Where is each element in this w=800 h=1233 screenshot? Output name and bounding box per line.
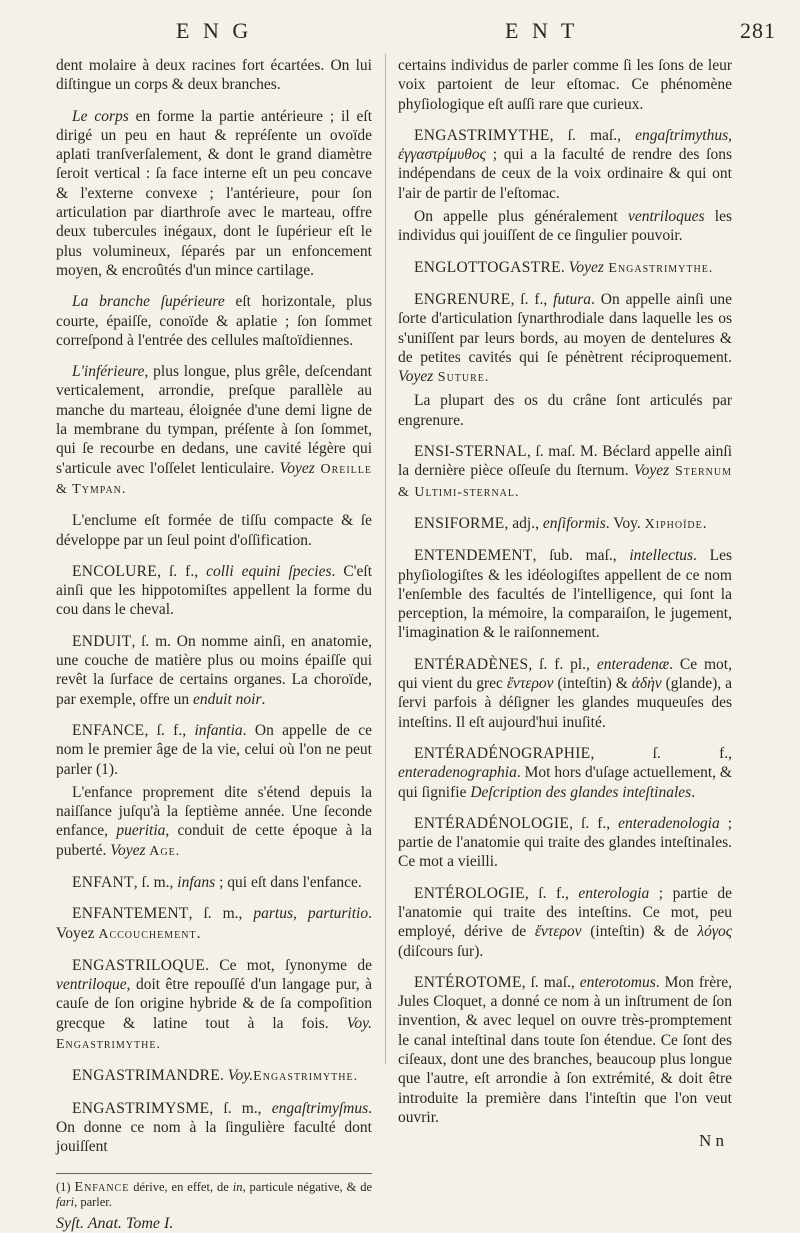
entry-engrenure: ENGRENURE, ſ. f., futura. On appelle ainſi une ſorte d'articulation ſynarthrodiale dans laquelle les os s'uniſſent par leurs bords, au moyen de dentelures & de petites cavités qui ſe pénètrent réciproquement. Voyez Suture. (398, 290, 733, 386)
footnote: (1) Enfance dérive, en effet, de in, particule négative, & de fari, parler. (56, 1179, 373, 1209)
entry-englottogastre: ENGLOTTOGASTRE. Voyez Engastrimythe. (414, 258, 714, 276)
entry-engastrimandre: ENGASTRIMANDRE. Voy.Engastrimythe. (72, 1067, 359, 1085)
entry-engastrimythe: ENGASTRIMYTHE, ſ. maſ., engaſtrimythus, ἐγγαστρίμυθος ; qui a la faculté de rendre des ſons indépendans de ceux de la voix ordinaire & qui ont l'air de partir de l'eſtomac. (398, 126, 732, 202)
footnote-rule (56, 1173, 372, 1174)
entry-engastrimythe-cont: On appelle plus généralement ventriloques les individus qui jouiſſent de ce ſingulier pouvoir. (398, 208, 733, 245)
page-number: 281 (740, 18, 776, 43)
entry-encolure: ENCOLURE, ſ. f., colli equini ſpecies. C'eſt ainſi que les hippotomiſtes appellent la forme du cou dans le cheval. (56, 562, 373, 619)
entry-enfantement: ENFANTEMENT, ſ. m., partus, parturitio. Voyez Accouchement. (56, 905, 372, 942)
entry-enfance: ENFANCE, ſ. f., infantia. On appelle de ce nom le premier âge de la vie, celui où l'on ne peut parler (1). (56, 721, 372, 778)
header-center: E N T (505, 18, 579, 43)
paragraph-enclume: L'enclume eſt formée de tiſſu compacte & ſe développe par un ſeul point d'oſſification. (56, 512, 372, 549)
entry-enteradenologie: ENTÉRADÉNOLOGIE, ſ. f., enteradenologia ; partie de l'anatomie qui traite des glandes inteſtinales. Ce mot a vieilli. (398, 814, 732, 871)
entry-enfant: ENFANT, ſ. m., infans ; qui eſt dans l'enfance. (72, 873, 362, 891)
header-left: E N G (176, 18, 253, 43)
entry-enduit: ENDUIT, ſ. m. On nomme ainſi, en anatomie, une couche de matière plus ou moins épaiſſe qui revêt la ſurface de certains organes. La choroïde, par exemple, offre un enduit noir. (56, 632, 372, 708)
entry-enterotome: ENTÉROTOME, ſ. maſ., enterotomus. Mon frère, Jules Cloquet, a donné ce nom à un inſtrument de ſon invention, & avec lequel on ouvre très-promptement le canal inteſtinal dans toute ſon étendue. Ce ſont des ciſeaux, dont une des branches, beaucoup plus longue que l'autre, eſt arrondie à ſon extrémité, & doit être introduite la première dans l'inteſtin que l'on veut ouvrir. (398, 973, 732, 1126)
entry-engastriloque: ENGASTRILOQUE. Ce mot, ſynonyme de ventriloque, doit être repouſſé d'un langage pur, à cauſe de ſon origine hybride & de ſa compoſition grecque & latine tout à la fois. Voy. Engastrimythe. (56, 956, 372, 1053)
paragraph-branche-superieure: La branche ſupérieure eſt horizontale, plus courte, épaiſſe, conoïde & aplatie ; ſon ſommet correſpond à l'entrée des cellules maſtoïdiennes. (56, 293, 372, 349)
paragraph-inferieure: L'inférieure, plus longue, plus grêle, deſcendant verticalement, arrondie, preſque parallèle au manche du marteau, éloignée d'une demi ligne de la membrane du tympan, préſente à ſon ſommet, qui ſe recourbe en dedans, une cavité légère qui s'articule avec l'oſſelet lenticulaire. Voyez Oreille & Tympan. (56, 363, 373, 497)
signature-mark-line (398, 1131, 732, 1151)
entry-enfance-cont: L'enfance proprement dite s'étend depuis la naiſſance juſqu'à la ſeptième année. Une ſeconde enfance, pueritia, conduit de cette époque à la puberté. Voyez Age. (56, 783, 372, 859)
entry-enteradenographie: ENTÉRADÉNOGRAPHIE, ſ. f., enteradenographia. Mot hors d'uſage actuellement, & qui ſignifie Deſcription des glandes inteſtinales. (398, 744, 732, 801)
entry-engastrimysme: ENGASTRIMYSME, ſ. m., engaſtrimyſmus. On donne ce nom à la ſingulière faculté dont jouiſſent (56, 1099, 372, 1156)
column-divider (385, 54, 386, 1064)
entry-ensiforme: ENSIFORME, adj., enſiformis. Voy. Xiphoïde. (414, 514, 707, 532)
right-column (398, 56, 732, 1151)
signature-line: Syſt. Anat. Tome I. (56, 1214, 174, 1232)
left-column (56, 56, 372, 1233)
entry-enteradenes: ENTÉRADÈNES, ſ. f. pl., enteradenæ. Ce mot, qui vient du grec ἔντερον (inteſtin) & ἀδὴν (glande), a ſervi parfois à déſigner les glandes muqueuſes des inteſtins. Il eſt aujourd'hui inuſité. (398, 655, 732, 731)
entry-ensisternal: ENSI-STERNAL, ſ. maſ. M. Béclard appelle ainſi la dernière pièce oſſeuſe du ſternum. Voyez Sternum & Ultimi-sternal. (398, 443, 732, 500)
entry-enterologie: ENTÉROLOGIE, ſ. f., enterologia ; partie de l'anatomie qui traite des inteſtins. Ce mot, peu employé, dérive de ἔντερον (inteſtin) & de λόγος (diſcours ſur). (398, 884, 733, 960)
paragraph-corps: Le corps en forme la partie antérieure ; il eſt dirigé un peu en haut & repréſente un ovoïde aplati tranſverſalement, & dont le grand diamètre ſeroit vertical : ſa face interne eſt un peu concave & l'externe convexe ; l'antérieure, pour ſon articulation par diarthroſe avec le marteau, offre deux tubercules inégaux, dont le ſupérieur eſt le plus volumineux, ſéparés par un enfoncement moyen, & encroûtés d'un mince cartilage. (56, 107, 372, 279)
running-header (0, 18, 800, 48)
signature-mark: N n (698, 1131, 724, 1151)
entry-continuation: dent molaire à deux racines fort écartées. On lui diſtingue un corps & deux branches. (56, 57, 372, 94)
entry-engastrimysme-cont: certains individus de parler comme ſi les ſons de leur voix partoient de leur eſtomac. Ce phénomène phyſiologique eſt auſſi rare que curieux. (398, 57, 732, 113)
entry-engrenure-cont: La plupart des os du crâne ſont articulés par engrenure. (398, 392, 732, 429)
entry-entendement: ENTENDEMENT, ſub. maſ., intellectus. Les phyſiologiſtes & les idéologiſtes appellent de ce nom l'enſemble des facultés de l'intelligence, qui ſont la perception, la mémoire, la comparaiſon, le jugement, l'imagination & le raiſonnement. (398, 547, 732, 642)
